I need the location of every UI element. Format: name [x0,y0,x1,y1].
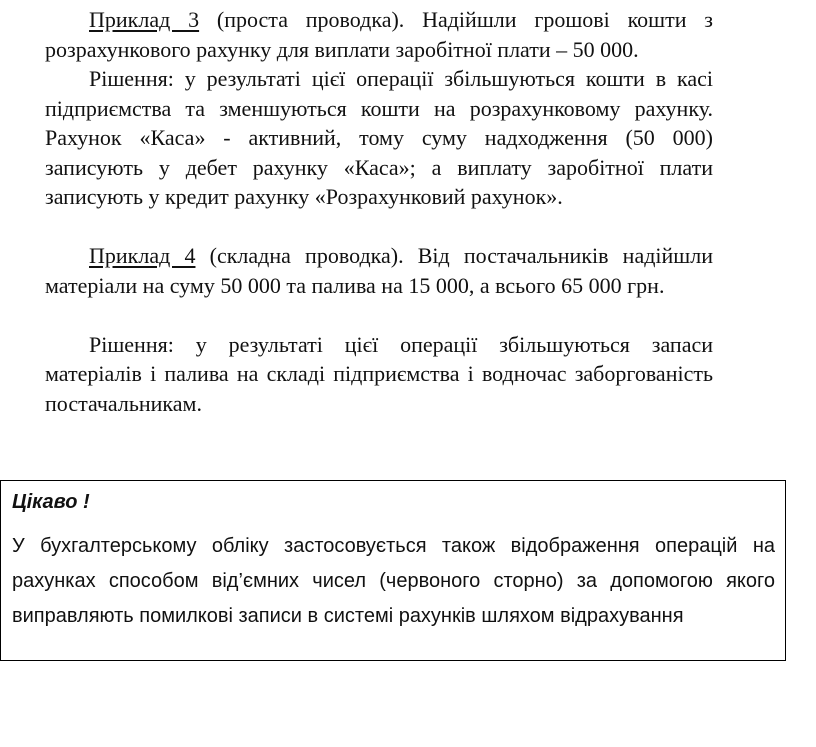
example-4-solution: Рішення: у результаті цієї операції збільшуються запаси матеріалів і палива на складі підприємства і водночас заборгованість постачальникам. [45,331,713,416]
note-title: Цікаво ! [12,491,90,513]
example-3-text: (проста проводка). Надійшли грошові кошти з розрахункового рахунку для виплати заробітної плати – 50 000. [45,7,713,62]
example-3-solution: Рішення: у результаті цієї операції збільшуються кошти в касі підприємства та зменшуються кошти на розрахунковому рахунку. Рахунок «Каса» - активний, тому суму надходження (50 000) записують у дебет рахунку «Каса»; а виплату заробітної плати записують у кредит рахунку «Розрахунковий рахунок». [45,66,713,209]
document-body [45,5,713,418]
example-3-statement [45,5,713,64]
example-4-statement [45,241,713,300]
example-3-label: Приклад 3 [89,7,200,32]
paragraph-gap [45,300,713,330]
note-text: У бухгалтерському обліку застосовується також відображення операцій на рахунках способом від’ємних чисел (червоного сторно) за допомогою якого виправляють помилкові записи в системі рахунків шляхом відрахування [12,535,775,627]
paragraph-gap [45,212,713,242]
example-4-text: (складна проводка). Від постачальників надійшли матеріали на суму 50 000 та палива на 15 000, а всього 65 000 грн. [45,243,713,298]
interesting-note-box [0,480,786,661]
example-4-label: Приклад 4 [89,243,196,268]
